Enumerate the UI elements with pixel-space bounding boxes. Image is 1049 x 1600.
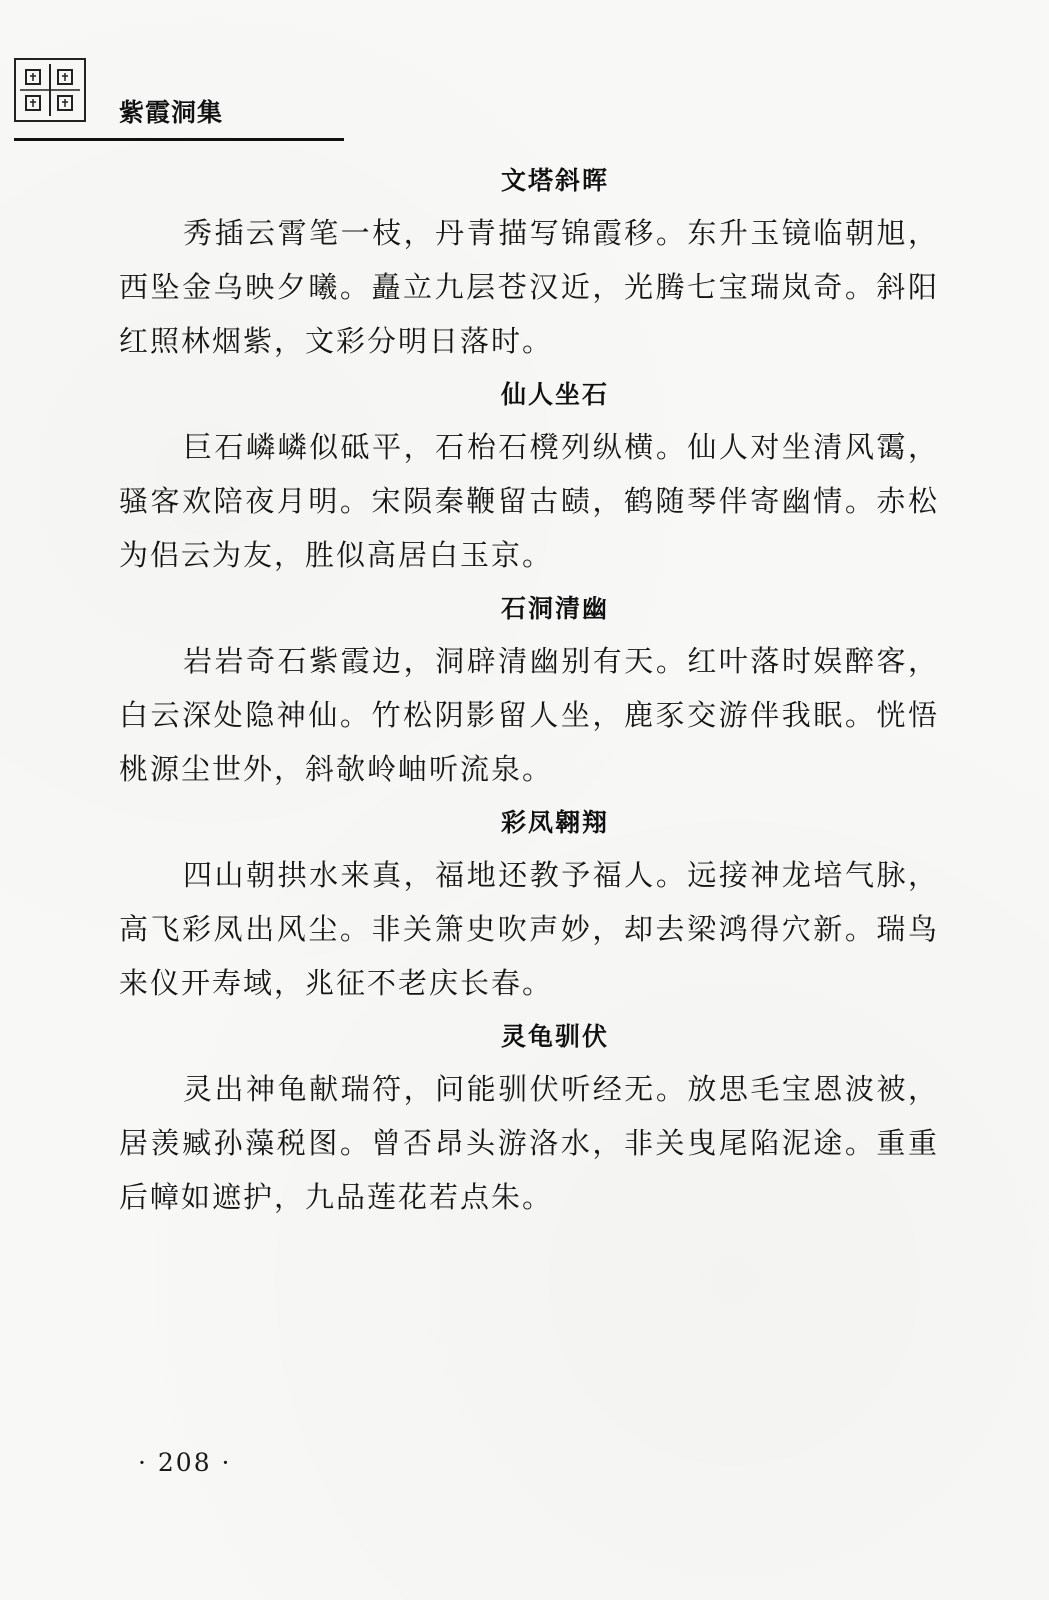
poem-title: 彩凤翱翔: [500, 808, 609, 837]
page-number: · 208 ·: [138, 1448, 232, 1477]
poem-text: 岩岩奇石紫霞边，洞辟清幽别有天。红叶落时娱醉客，白云深处隐神仙。竹松阴影留人坐，鹿豕交游伴我眠。恍悟桃源尘世外，斜欹岭岫听流泉。: [119, 644, 939, 786]
poem-text: 巨石嶙嶙似砥平，石枱石櫈列纵横。仙人对坐清风霭，骚客欢陪夜月明。宋陨秦鞭留古赜，鹤随琴伴寄幽情。赤松为侣云为友，胜似高居白玉京。: [119, 430, 939, 572]
poem-title: 仙人坐石: [500, 380, 609, 409]
poem-text: 秀插云霄笔一枝，丹青描写锦霞移。东升玉镜临朝旭，西坠金乌映夕曦。矗立九层苍汉近，光腾七宝瑞岚奇。斜阳红照林烟紫，文彩分明日落时。: [119, 216, 939, 358]
header-divider: [14, 138, 344, 141]
poem-title: 石洞清幽: [500, 594, 609, 623]
poem-block: [119, 378, 939, 582]
poem-block: [119, 806, 939, 1010]
seal-frame-icon: [16, 60, 84, 120]
poem-title: 灵龟驯伏: [500, 1022, 609, 1051]
seal-stamp-logo: [14, 58, 86, 122]
poem-block: [119, 1020, 939, 1224]
poems-content: [119, 164, 939, 1234]
poem-text: 四山朝拱水来真，福地还教予福人。远接神龙培气脉，高飞彩凤出风尘。非关箫史吹声妙，却去梁鸿得穴新。瑞鸟来仪开寿域，兆征不老庆长春。: [119, 858, 939, 1000]
poem-block: [119, 164, 939, 368]
poem-block: [119, 592, 939, 796]
poem-text: 灵出神龟献瑞符，问能驯伏听经无。放思毛宝恩波被，居羡臧孙藻税图。曾否昂头游洛水，非关曳尾陷泥途。重重后幛如遮护，九品莲花若点朱。: [119, 1072, 939, 1214]
running-header-title: 紫霞洞集: [119, 98, 224, 127]
poem-title: 文塔斜晖: [500, 166, 609, 195]
